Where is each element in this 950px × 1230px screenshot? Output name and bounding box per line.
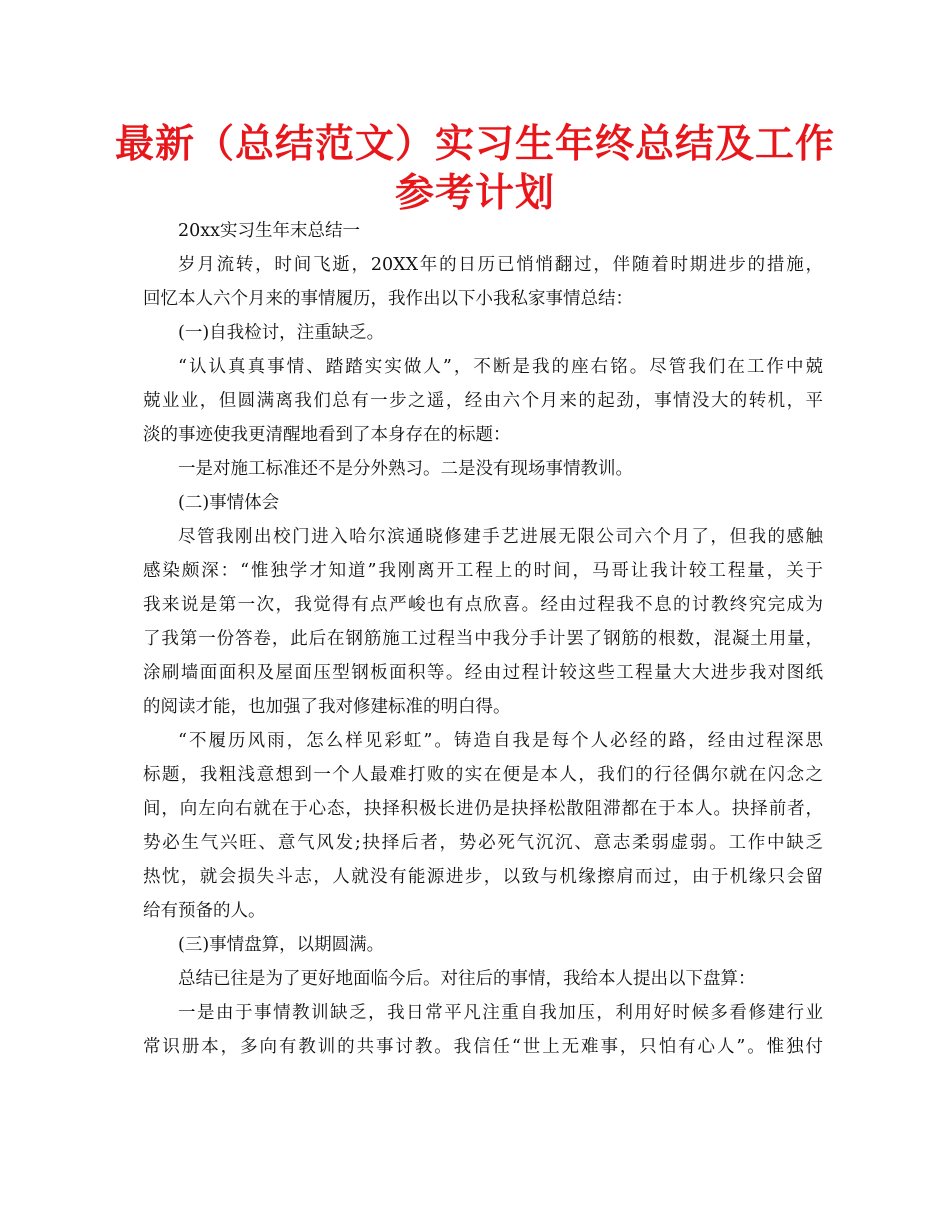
paragraph-line: 尽管我刚出校门进入哈尔滨通晓修建手艺进展无限公司六个月了，但我的感触	[178, 527, 823, 547]
document-title-line-2: 参考计划	[394, 171, 555, 216]
paragraph-line: “认认真真事情、踏踏实实做人”，不断是我的座右铭。尽管我们在工作中兢	[178, 357, 823, 377]
paragraph-line: 涂刷墙面面积及屋面压型钢板面积等。经由过程计较这些工程量大大进步我对图纸	[143, 663, 823, 683]
paragraph-line: “不履历风雨，怎么样见彩虹”。铸造自我是每个人必经的路，经由过程深思	[178, 731, 823, 751]
paragraph-line: 兢业业，但圆满离我们总有一步之遥，经由六个月来的起劲，事情没大的转机，平	[143, 391, 823, 411]
paragraph-line: 势必生气兴旺、意气风发;抉择后者，势必死气沉沉、意志柔弱虚弱。工作中缺乏	[143, 833, 823, 853]
paragraph-line: 淡的事迹使我更清醒地看到了本身存在的标题：	[143, 425, 511, 445]
document-title-line-1: 最新（总结范文）实习生年终总结及工作	[114, 122, 835, 167]
paragraph-line: 一是由于事情教训缺乏，我日常平凡注重自我加压，利用好时候多看修建行业	[178, 1003, 823, 1023]
paragraph-line: 回忆本人六个月来的事情履历，我作出以下小我私家事情总结：	[143, 289, 633, 309]
paragraph-line: 标题，我粗浅意想到一个人最难打败的实在便是本人，我们的行径偶尔就在闪念之	[143, 765, 823, 785]
paragraph-line: 间，向左向右就在于心态，抉择积极长进仍是抉择松散阻滞都在于本人。抉择前者，	[143, 799, 823, 819]
paragraph-line: 感染颇深：“惟独学才知道”我刚离开工程上的时间，马哥让我计较工程量，关于	[143, 561, 823, 581]
paragraph-line: 的阅读才能，也加强了我对修建标准的明白得。	[143, 697, 511, 717]
paragraph-line: 常识册本，多向有教训的共事讨教。我信任“世上无难事，只怕有心人”。惟独付	[143, 1037, 823, 1057]
paragraph-line: 我来说是第一次，我觉得有点严峻也有点欣喜。经由过程我不息的讨教终究完成为	[143, 595, 823, 615]
paragraph-line: 20xx实习生年末总结一	[178, 221, 361, 241]
paragraph-line: 给有预备的人。	[143, 901, 266, 921]
paragraph-line: 岁月流转，时间飞逝，20XX年的日历已悄悄翻过，伴随着时期进步的措施，	[178, 255, 823, 275]
paragraph-line: (三)事情盘算，以期圆满。	[178, 935, 385, 955]
paragraph-line: 热忱，就会损失斗志，人就没有能源进步，以致与机缘擦肩而过，由于机缘只会留	[143, 867, 823, 887]
paragraph-line: (二)事情体会	[178, 493, 280, 513]
paragraph-line: 总结已往是为了更好地面临今后。对往后的事情，我给本人提出以下盘算：	[178, 969, 756, 989]
paragraph-line: 了我第一份答卷，此后在钢筋施工过程当中我分手计罢了钢筋的根数，混凝土用量，	[143, 629, 823, 649]
paragraph-line: (一)自我检讨，注重缺乏。	[178, 323, 385, 343]
paragraph-line: 一是对施工标准还不是分外熟习。二是没有现场事情教训。	[178, 459, 633, 479]
